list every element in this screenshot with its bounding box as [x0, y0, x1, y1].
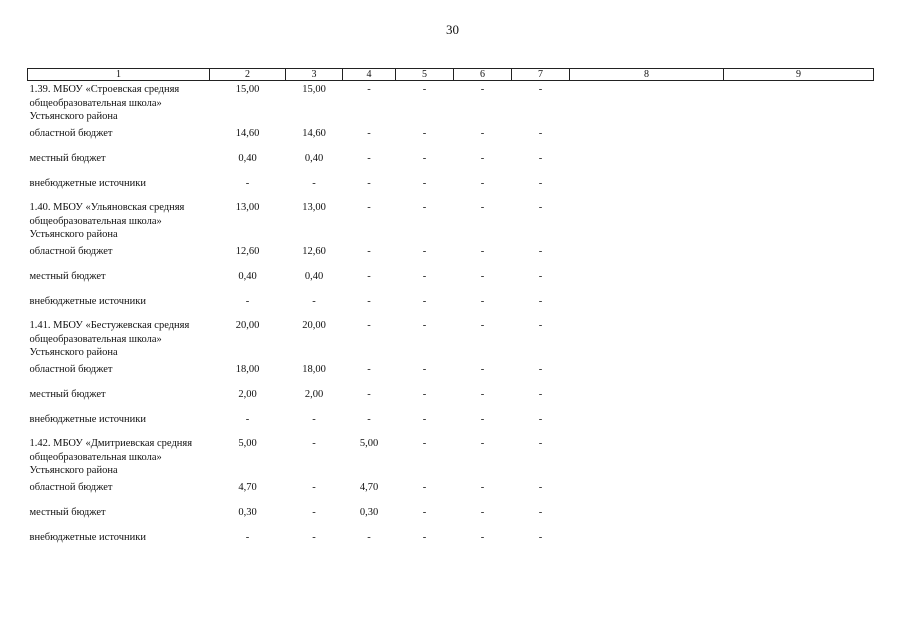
table-row-funding-source	[28, 528, 874, 553]
value-cell: -	[480, 271, 485, 282]
value-cell: -	[367, 271, 371, 282]
value-cell: -	[480, 320, 485, 331]
value-cell: -	[480, 507, 485, 518]
funding-source-label: внебюджетные источники	[29, 296, 147, 307]
value-cell: -	[422, 507, 427, 518]
column-header: 3	[286, 69, 343, 81]
funding-source-label: местный бюджет	[29, 153, 106, 164]
value-cell: -	[480, 246, 485, 257]
empty-cell	[570, 242, 724, 267]
value-cell: -	[538, 271, 543, 282]
value-cell: -	[422, 532, 427, 543]
value-cell: -	[367, 296, 371, 307]
empty-cell	[724, 435, 874, 478]
budget-table	[27, 68, 874, 553]
empty-cell	[724, 478, 874, 503]
empty-cell	[724, 385, 874, 410]
funding-source-label: внебюджетные источники	[29, 532, 147, 543]
funding-source-label: внебюджетные источники	[29, 414, 147, 425]
value-cell: 5,00	[359, 438, 379, 449]
value-cell: -	[422, 482, 427, 493]
value-cell: -	[422, 296, 427, 307]
funding-source-label: областной бюджет	[29, 128, 113, 139]
value-cell: 18,00	[235, 364, 260, 375]
empty-cell	[724, 360, 874, 385]
column-header: 8	[570, 69, 724, 81]
value-cell: -	[480, 84, 485, 95]
institution-name: 1.42. МБОУ «Дмитриевская средняя общеобразовательная школа» Устьянского района	[29, 438, 193, 476]
table-row-institution	[28, 317, 874, 360]
table-row-funding-source	[28, 174, 874, 199]
value-cell: -	[480, 532, 485, 543]
empty-cell	[724, 81, 874, 125]
value-cell: 20,00	[302, 320, 326, 331]
value-cell: -	[367, 364, 371, 375]
value-cell: -	[538, 482, 543, 493]
value-cell: 14,60	[302, 128, 326, 139]
value-cell: -	[422, 438, 427, 449]
institution-name: 1.39. МБОУ «Строевская средняя общеобразовательная школа» Устьянского района	[29, 84, 180, 122]
value-cell: 13,00	[235, 202, 260, 213]
value-cell: 15,00	[235, 84, 260, 95]
table-row-funding-source	[28, 503, 874, 528]
funding-source-label: местный бюджет	[29, 507, 106, 518]
value-cell: -	[312, 178, 316, 189]
value-cell: -	[538, 364, 543, 375]
value-cell: -	[538, 202, 543, 213]
table-row-institution	[28, 81, 874, 125]
table-row-funding-source	[28, 242, 874, 267]
value-cell: -	[367, 246, 371, 257]
table-row-funding-source	[28, 149, 874, 174]
value-cell: -	[367, 153, 371, 164]
value-cell: -	[245, 296, 250, 307]
value-cell: -	[480, 296, 485, 307]
column-header: 5	[396, 69, 454, 81]
value-cell: -	[480, 364, 485, 375]
funding-source-label: местный бюджет	[29, 389, 106, 400]
empty-cell	[570, 410, 724, 435]
value-cell: 0,30	[238, 507, 257, 518]
value-cell: -	[480, 153, 485, 164]
empty-cell	[570, 360, 724, 385]
column-header: 4	[343, 69, 396, 81]
value-cell: 4,70	[238, 482, 257, 493]
value-cell: 15,00	[302, 84, 326, 95]
institution-name: 1.41. МБОУ «Бестужевская средняя общеобразовательная школа» Устьянского района	[29, 320, 190, 358]
table-row-funding-source	[28, 292, 874, 317]
value-cell: -	[422, 271, 427, 282]
value-cell: 0,40	[238, 153, 257, 164]
value-cell: -	[538, 296, 543, 307]
empty-cell	[724, 292, 874, 317]
value-cell: -	[367, 414, 371, 425]
value-cell: -	[312, 296, 316, 307]
empty-cell	[724, 267, 874, 292]
empty-cell	[570, 124, 724, 149]
value-cell: -	[480, 389, 485, 400]
value-cell: 4,70	[359, 482, 379, 493]
value-cell: -	[422, 320, 427, 331]
table-row-funding-source	[28, 385, 874, 410]
value-cell: -	[538, 389, 543, 400]
value-cell: 0,30	[359, 507, 379, 518]
value-cell: 13,00	[302, 202, 326, 213]
value-cell: -	[538, 246, 543, 257]
value-cell: -	[367, 202, 371, 213]
table-row-institution	[28, 199, 874, 242]
value-cell: -	[312, 507, 316, 518]
table-row-funding-source	[28, 267, 874, 292]
value-cell: 20,00	[235, 320, 260, 331]
value-cell: 2,00	[304, 389, 324, 400]
empty-cell	[570, 199, 724, 242]
empty-cell	[570, 267, 724, 292]
value-cell: -	[538, 532, 543, 543]
empty-cell	[570, 292, 724, 317]
empty-cell	[724, 242, 874, 267]
column-header: 7	[512, 69, 570, 81]
value-cell: -	[422, 389, 427, 400]
empty-cell	[724, 174, 874, 199]
value-cell: -	[312, 532, 316, 543]
column-header: 1	[28, 69, 210, 81]
empty-cell	[570, 81, 724, 125]
value-cell: -	[367, 320, 371, 331]
value-cell: -	[422, 153, 427, 164]
value-cell: -	[245, 532, 250, 543]
value-cell: -	[480, 128, 485, 139]
value-cell: -	[480, 178, 485, 189]
value-cell: -	[480, 438, 485, 449]
empty-cell	[724, 528, 874, 553]
value-cell: -	[367, 178, 371, 189]
value-cell: 12,60	[302, 246, 326, 257]
table-row-funding-source	[28, 478, 874, 503]
value-cell: -	[312, 482, 316, 493]
empty-cell	[570, 317, 724, 360]
value-cell: 0,40	[304, 153, 324, 164]
empty-cell	[570, 528, 724, 553]
column-header: 9	[724, 69, 874, 81]
value-cell: -	[312, 414, 316, 425]
value-cell: -	[480, 414, 485, 425]
empty-cell	[570, 478, 724, 503]
value-cell: -	[538, 507, 543, 518]
value-cell: -	[422, 202, 427, 213]
empty-cell	[724, 410, 874, 435]
empty-cell	[570, 174, 724, 199]
column-header: 6	[454, 69, 512, 81]
table-row-funding-source	[28, 360, 874, 385]
table-row-funding-source	[28, 124, 874, 149]
value-cell: -	[480, 482, 485, 493]
empty-cell	[570, 503, 724, 528]
funding-source-label: областной бюджет	[29, 246, 113, 257]
table-body	[28, 81, 874, 554]
value-cell: -	[422, 364, 427, 375]
value-cell: -	[245, 178, 250, 189]
column-number-row	[28, 69, 874, 81]
empty-cell	[724, 199, 874, 242]
funding-source-label: областной бюджет	[29, 482, 113, 493]
value-cell: 12,60	[235, 246, 260, 257]
table-row-institution	[28, 435, 874, 478]
value-cell: -	[245, 414, 250, 425]
empty-cell	[724, 503, 874, 528]
funding-source-label: областной бюджет	[29, 364, 113, 375]
value-cell: 5,00	[238, 438, 257, 449]
value-cell: -	[367, 84, 371, 95]
funding-source-label: местный бюджет	[29, 271, 106, 282]
page-number: 30	[446, 22, 459, 37]
funding-source-label: внебюджетные источники	[29, 178, 147, 189]
value-cell: -	[480, 202, 485, 213]
value-cell: -	[538, 178, 543, 189]
value-cell: -	[538, 153, 543, 164]
value-cell: -	[538, 84, 543, 95]
value-cell: 0,40	[238, 271, 257, 282]
column-header: 2	[210, 69, 286, 81]
value-cell: 2,00	[238, 389, 257, 400]
empty-cell	[570, 149, 724, 174]
empty-cell	[570, 435, 724, 478]
value-cell: -	[422, 178, 427, 189]
value-cell: -	[422, 128, 427, 139]
empty-cell	[570, 385, 724, 410]
institution-name: 1.40. МБОУ «Ульяновская средняя общеобразовательная школа» Устьянского района	[29, 202, 185, 240]
value-cell: 18,00	[302, 364, 326, 375]
value-cell: -	[367, 532, 371, 543]
value-cell: -	[422, 246, 427, 257]
value-cell: -	[422, 84, 427, 95]
value-cell: -	[538, 320, 543, 331]
value-cell: -	[538, 438, 543, 449]
value-cell: -	[538, 128, 543, 139]
value-cell: -	[367, 389, 371, 400]
value-cell: 14,60	[235, 128, 260, 139]
value-cell: -	[367, 128, 371, 139]
value-cell: -	[312, 438, 316, 449]
value-cell: 0,40	[304, 271, 324, 282]
empty-cell	[724, 124, 874, 149]
value-cell: -	[538, 414, 543, 425]
empty-cell	[724, 317, 874, 360]
table-row-funding-source	[28, 410, 874, 435]
empty-cell	[724, 149, 874, 174]
value-cell: -	[422, 414, 427, 425]
